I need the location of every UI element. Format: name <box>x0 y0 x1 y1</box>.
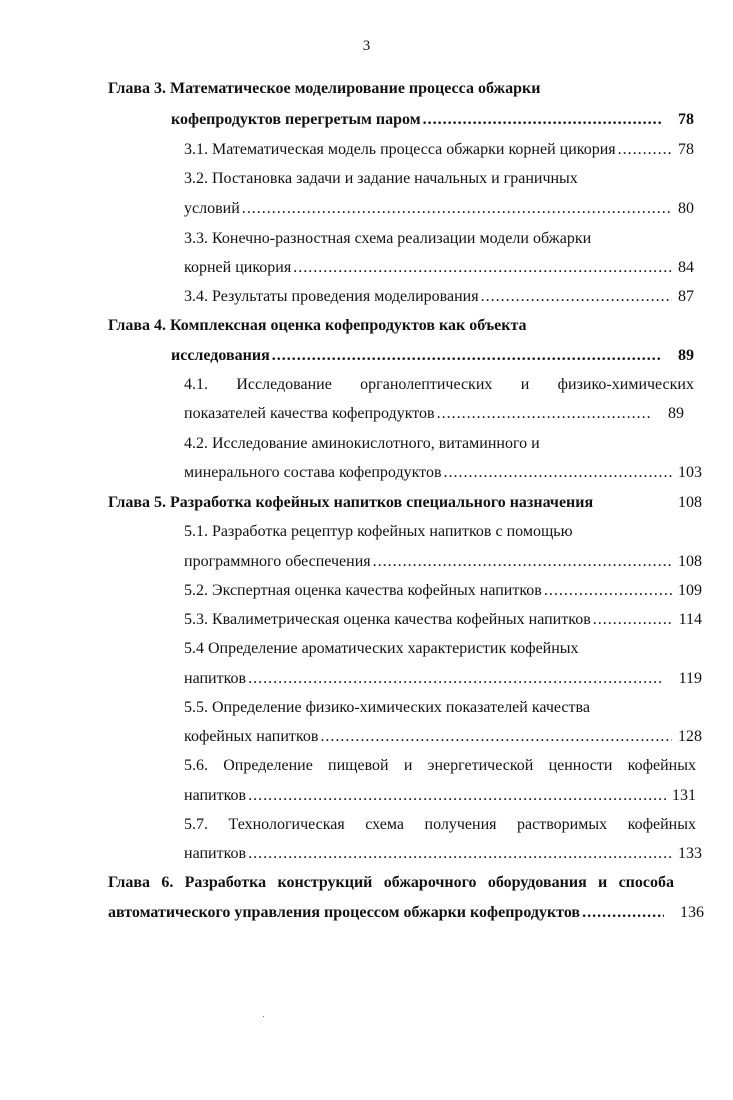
section-5-2 <box>184 581 702 601</box>
section-3-2-text: условий <box>184 200 240 217</box>
word: способа <box>618 874 674 891</box>
section-4-1-line1 <box>184 375 694 395</box>
word: 5.7. <box>184 816 208 833</box>
section-3-2-line1: 3.2. Постановка задачи и задание начальных и граничных <box>184 170 578 187</box>
section-3-2-line2 <box>184 199 694 219</box>
section-3-1-text: 3.1. Математическая модель процесса обжарки корней цикория <box>184 141 616 158</box>
word: энергетической <box>427 757 534 774</box>
section-5-6-text: напитков <box>184 787 247 804</box>
section-5-6-line1 <box>184 756 696 776</box>
word: Исследование <box>236 376 332 393</box>
section-5-6-page: 131 <box>672 787 696 804</box>
page-number: 3 <box>362 38 371 54</box>
word: Глава <box>108 874 150 891</box>
dot-leader <box>373 552 672 572</box>
section-5-4-line2 <box>184 669 702 689</box>
chapter-3-title-text: кофепродуктов перегретым паром <box>171 111 421 128</box>
word: физико-химических <box>557 376 694 393</box>
chapter-6-title-line2 <box>108 903 704 923</box>
section-5-7-line1 <box>184 815 696 835</box>
section-3-1 <box>184 140 694 160</box>
scan-speck <box>263 1016 264 1017</box>
word: растворимых <box>517 816 608 833</box>
section-4-2-page: 103 <box>678 464 702 481</box>
section-4-2-line2 <box>184 463 702 483</box>
chapter-3-title-line1: Глава 3. Математическое моделирование процесса обжарки <box>108 80 541 97</box>
dot-leader <box>544 581 672 601</box>
section-5-3 <box>184 610 702 630</box>
section-4-1-line2 <box>184 404 684 424</box>
section-5-5-line1: 5.5. Определение физико-химических показателей качества <box>184 699 590 716</box>
section-4-1-text: показателей качества кофепродуктов <box>184 405 435 422</box>
chapter-5-title <box>108 493 702 513</box>
chapter-6-title-line1 <box>108 873 674 893</box>
dot-leader <box>582 903 664 923</box>
word: Определение <box>223 757 313 774</box>
dot-leader <box>320 727 672 747</box>
word: схема <box>365 816 404 833</box>
word: и <box>520 376 530 393</box>
dot-leader <box>293 258 672 278</box>
chapter-6-page: 136 <box>680 904 704 921</box>
word: 4.1. <box>184 376 208 393</box>
section-5-3-page: 114 <box>678 611 702 628</box>
section-3-1-page: 78 <box>678 141 694 158</box>
dot-leader <box>593 610 673 630</box>
section-5-5-text: кофейных напитков <box>184 728 319 745</box>
section-3-4-page: 87 <box>678 288 694 305</box>
section-5-1-text: программного обеспечения <box>184 553 371 570</box>
section-3-4 <box>184 287 694 307</box>
section-3-4-text: 3.4. Результаты проведения моделирования <box>184 288 479 305</box>
dot-leader <box>248 669 663 689</box>
section-5-1-line1: 5.1. Разработка рецептур кофейных напитков с помощью <box>184 523 573 540</box>
section-5-5-line2 <box>184 727 702 747</box>
dot-leader <box>272 346 662 366</box>
section-5-3-text: 5.3. Квалиметрическая оценка качества кофейных напитков <box>184 611 591 628</box>
section-3-3-page: 84 <box>678 259 694 276</box>
word: Разработка <box>184 874 267 891</box>
section-5-6-line2 <box>184 786 696 806</box>
chapter-5-page: 108 <box>678 494 702 511</box>
section-5-4-page: 119 <box>678 670 702 687</box>
chapter-6-title-text: автоматического управления процессом обжарки кофепродуктов <box>108 904 581 921</box>
section-3-3-line1: 3.3. Конечно-разностная схема реализации модели обжарки <box>184 230 592 247</box>
dot-leader <box>423 110 662 130</box>
section-3-2-page: 80 <box>678 200 694 217</box>
section-5-4-text: напитков <box>184 670 247 687</box>
word: кофейных <box>627 757 696 774</box>
word: 6. <box>161 874 174 891</box>
section-4-1-page: 89 <box>668 405 684 422</box>
section-4-2-line1: 4.2. Исследование аминокислотного, витаминного и <box>184 435 540 452</box>
word: и <box>598 874 608 891</box>
section-5-2-page: 109 <box>678 582 702 599</box>
word: пищевой <box>328 757 389 774</box>
section-3-3-text: корней цикория <box>184 259 292 276</box>
section-5-1-line2 <box>184 552 702 572</box>
chapter-5-title-text: Глава 5. Разработка кофейных напитков специального назначения <box>108 494 594 511</box>
section-5-5-page: 128 <box>678 728 702 745</box>
word: конструкций <box>277 874 373 891</box>
word: получения <box>424 816 497 833</box>
word: и <box>403 757 413 774</box>
word: обжарочного <box>383 874 477 891</box>
dot-leader <box>618 140 672 160</box>
chapter-4-title-line2 <box>171 346 694 366</box>
dot-leader <box>242 199 672 219</box>
section-5-2-text: 5.2. Экспертная оценка качества кофейных напитков <box>184 582 542 599</box>
section-5-7-page: 133 <box>678 845 702 862</box>
chapter-4-title-text: исследования <box>171 347 270 364</box>
dot-leader <box>437 404 652 424</box>
word: оборудования <box>487 874 587 891</box>
chapter-3-title-line2 <box>171 110 694 130</box>
section-3-3-line2 <box>184 258 694 278</box>
dot-leader <box>248 844 672 864</box>
word: ценности <box>548 757 613 774</box>
chapter-4-page: 89 <box>678 347 694 364</box>
dot-leader <box>444 463 672 483</box>
dot-leader <box>481 287 672 307</box>
word: Технологическая <box>228 816 345 833</box>
chapter-3-page: 78 <box>678 111 694 128</box>
section-5-1-page: 108 <box>678 553 702 570</box>
dot-leader <box>248 786 666 806</box>
section-5-4-line1: 5.4 Определение ароматических характеристик кофейных <box>184 640 579 657</box>
word: органолептических <box>360 376 493 393</box>
word: 5.6. <box>184 757 208 774</box>
section-5-7-text: напитков <box>184 845 247 862</box>
section-4-2-text: минерального состава кофепродуктов <box>184 464 442 481</box>
word: кофейных <box>627 816 696 833</box>
section-5-7-line2 <box>184 844 702 864</box>
chapter-4-title-line1: Глава 4. Комплексная оценка кофепродуктов как объекта <box>108 317 527 334</box>
